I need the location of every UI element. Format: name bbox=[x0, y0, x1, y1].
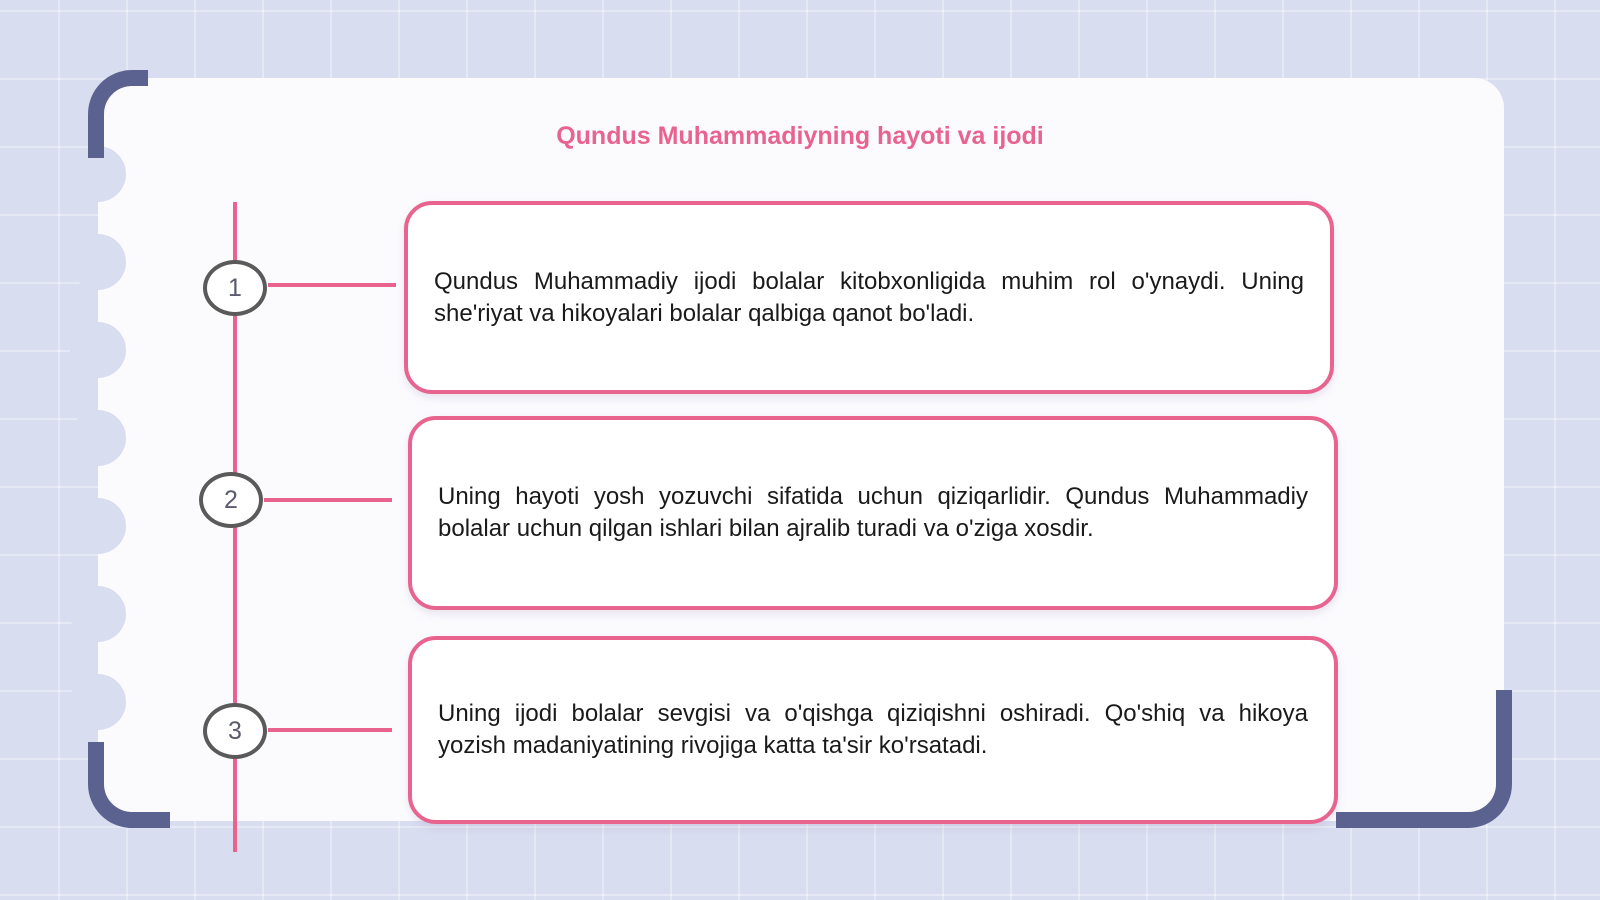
timeline-text-2: Uning hayoti yosh yozuvchi sifatida uchun qiziqarlidir. Qundus Muhammadiy bolalar uchun qilgan ishlari bilan ajralib turadi va o'ziga xosdir. bbox=[438, 483, 1308, 542]
timeline-text-3: Uning ijodi bolalar sevgisi va o'qishga qiziqishni oshiradi. Qo'shiq va hikoya yozish madaniyatining rivojiga katta ta'sir ko'rsatadi. bbox=[438, 700, 1308, 759]
timeline-text-1: Qundus Muhammadiy ijodi bolalar kitobxonligida muhim rol o'ynaydi. Uning she'riyat va hikoyalari bolalar qalbiga qanot bo'ladi. bbox=[434, 267, 1304, 327]
timeline-connector-2 bbox=[264, 498, 392, 502]
timeline-box-1 bbox=[404, 201, 1334, 394]
timeline-connector-1 bbox=[268, 283, 396, 287]
timeline-box-2 bbox=[408, 416, 1338, 610]
step-number-3: 3 bbox=[203, 703, 267, 759]
timeline-connector-3 bbox=[268, 728, 392, 732]
scallop-edge bbox=[70, 322, 126, 378]
step-number-2: 2 bbox=[199, 472, 263, 528]
scallop-edge bbox=[70, 410, 126, 466]
frame-corner-bottom-right bbox=[1336, 690, 1512, 828]
timeline-box-3 bbox=[408, 636, 1338, 824]
scallop-edge bbox=[70, 586, 126, 642]
scallop-edge bbox=[70, 234, 126, 290]
frame-corner-bottom-left bbox=[88, 742, 170, 828]
scallop-edge bbox=[70, 498, 126, 554]
slide-title: Qundus Muhammadiyning hayoti va ijodi bbox=[556, 122, 1044, 150]
step-number-1: 1 bbox=[203, 260, 267, 316]
scallop-edge bbox=[70, 674, 126, 730]
